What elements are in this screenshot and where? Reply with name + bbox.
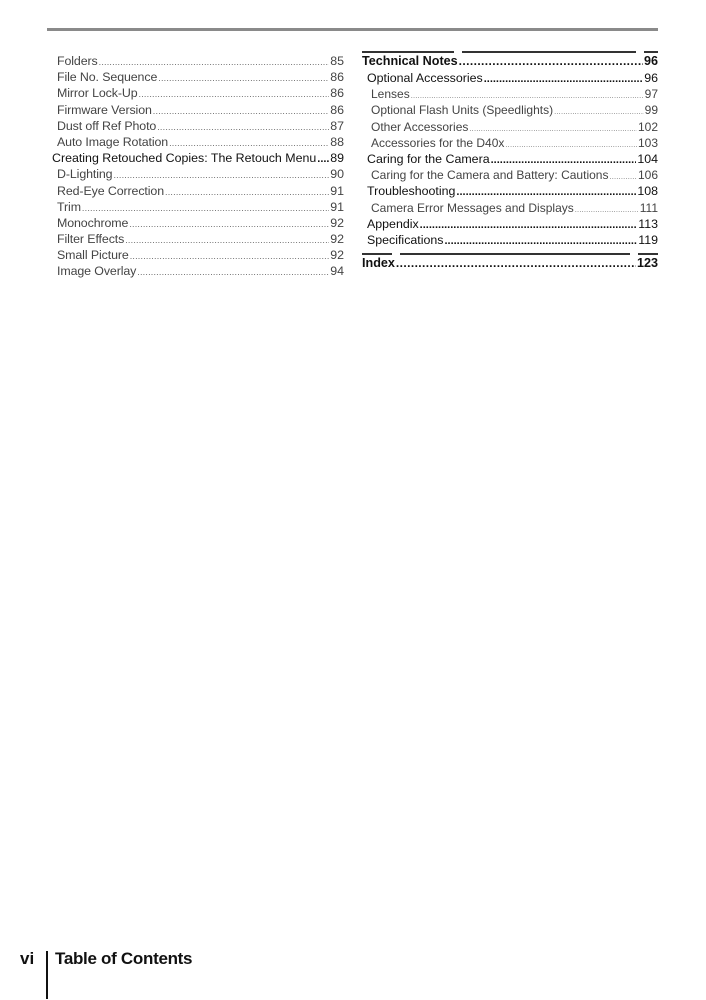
toc-leader-dots	[505, 137, 637, 153]
toc-entry[interactable]	[362, 135, 658, 151]
toc-chapter-technical-notes[interactable]	[362, 53, 658, 70]
toc-leader-dots	[158, 70, 329, 86]
toc-entry[interactable]	[362, 86, 658, 102]
toc-entry[interactable]	[362, 200, 658, 216]
toc-entry-label: Red-Eye Correction	[57, 183, 165, 198]
toc-left-column	[52, 53, 344, 280]
section-rule	[362, 51, 658, 53]
toc-entry[interactable]	[52, 215, 344, 231]
toc-entry-label: Appendix	[367, 216, 419, 231]
toc-entry[interactable]	[52, 85, 344, 101]
toc-entry-page: 91	[330, 199, 344, 214]
toc-entry[interactable]	[52, 118, 344, 134]
toc-leader-dots	[165, 184, 329, 200]
toc-chapter-page: 123	[636, 256, 658, 271]
toc-entry-section[interactable]	[52, 150, 344, 166]
toc-entry-page: 86	[330, 70, 344, 85]
top-rule	[47, 28, 658, 31]
toc-entry-label: D-Lighting	[57, 167, 113, 182]
toc-entry-label: Troubleshooting	[367, 184, 456, 199]
toc-entry-page: 113	[638, 216, 658, 231]
toc-entry-page: 92	[330, 248, 344, 263]
technical-notes-section	[362, 53, 658, 248]
toc-entry-label: Trim	[57, 199, 81, 214]
toc-entry-page: 97	[644, 87, 658, 102]
toc-leader-dots	[82, 200, 329, 216]
toc-entry-label: File No. Sequence	[57, 70, 158, 85]
toc-entry[interactable]	[52, 247, 344, 263]
toc-entry-page: 86	[330, 86, 344, 101]
toc-leader-dots	[456, 184, 636, 200]
footer-title: Table of Contents	[55, 949, 193, 968]
toc-entry-label: Optional Accessories	[367, 71, 483, 85]
toc-entry-label: Other Accessories	[371, 119, 469, 134]
toc-entry-page: 111	[639, 200, 658, 215]
toc-entry-label: Small Picture	[57, 248, 129, 263]
toc-leader-dots	[169, 135, 329, 151]
toc-entry-label: Filter Effects	[57, 232, 125, 247]
toc-entry-label: Caring for the Camera	[367, 151, 490, 166]
toc-entry[interactable]	[52, 199, 344, 215]
toc-entry-page: 103	[637, 135, 658, 150]
toc-entry-label: Accessories for the D40x	[371, 135, 505, 150]
toc-entry-page: 85	[330, 54, 344, 68]
toc-entry-page: 102	[637, 119, 658, 134]
toc-entry-page: 104	[637, 151, 658, 166]
toc-right-column	[362, 53, 658, 272]
toc-entry-page: 89	[330, 151, 344, 166]
toc-entry[interactable]	[52, 166, 344, 182]
toc-entry-page: 90	[330, 167, 344, 182]
toc-leader-dots	[484, 71, 644, 87]
toc-leader-dots	[125, 232, 329, 248]
toc-entry-label: Creating Retouched Copies: The Retouch Menu	[52, 151, 317, 166]
toc-leader-dots	[129, 216, 329, 232]
toc-leader-dots	[130, 248, 330, 264]
toc-entry[interactable]	[52, 183, 344, 199]
toc-entry-label: Caring for the Camera and Battery: Cautions	[371, 168, 609, 183]
toc-entry-page: 99	[644, 103, 658, 118]
toc-entry-label: Firmware Version	[57, 102, 152, 117]
toc-entry-page: 108	[637, 184, 658, 199]
toc-entry[interactable]	[362, 102, 658, 118]
toc-entry-page: 96	[644, 71, 658, 85]
toc-entry[interactable]	[362, 167, 658, 183]
toc-entry-section[interactable]	[362, 232, 658, 248]
toc-entry[interactable]	[52, 263, 344, 279]
toc-entry-label: Image Overlay	[57, 264, 137, 279]
toc-entry-label: Monochrome	[57, 215, 129, 230]
toc-leader-dots	[459, 53, 643, 70]
toc-entry-page: 87	[330, 118, 344, 133]
toc-chapter-label: Technical Notes	[362, 54, 458, 68]
toc-entry-section[interactable]	[362, 216, 658, 232]
toc-entry-page: 92	[330, 232, 344, 247]
toc-entry-label: Camera Error Messages and Displays	[371, 200, 574, 215]
toc-entry-page: 106	[637, 168, 658, 183]
toc-leader-dots	[491, 152, 637, 168]
toc-leader-dots	[575, 202, 639, 218]
toc-entry-page: 119	[638, 232, 658, 247]
toc-leader-dots	[420, 217, 638, 233]
toc-entry-label: Folders	[57, 54, 98, 68]
index-section	[362, 255, 658, 272]
toc-leader-dots	[157, 119, 329, 135]
toc-leader-dots	[609, 169, 637, 185]
section-rule	[362, 253, 658, 255]
toc-leader-dots	[153, 103, 329, 119]
toc-chapter-page: 96	[643, 54, 658, 68]
toc-entry-label: Optional Flash Units (Speedlights)	[371, 103, 554, 118]
toc-leader-dots	[113, 167, 329, 183]
toc-chapter-index[interactable]	[362, 255, 658, 272]
toc-leader-dots	[99, 54, 330, 70]
toc-entry-section[interactable]	[362, 70, 658, 86]
toc-entry-page: 92	[330, 215, 344, 230]
toc-leader-dots	[317, 151, 329, 167]
toc-leader-dots	[139, 86, 330, 102]
toc-entry[interactable]	[52, 69, 344, 85]
toc-entry-section[interactable]	[362, 151, 658, 167]
toc-entry[interactable]	[52, 102, 344, 118]
toc-entry[interactable]	[52, 231, 344, 247]
toc-entry-label: Lenses	[371, 87, 410, 102]
toc-leader-dots	[396, 255, 636, 272]
footer-page-number: vi	[20, 949, 35, 968]
toc-entry-label: Dust off Ref Photo	[57, 118, 157, 133]
toc-chapter-label: Index	[362, 256, 395, 271]
toc-entry[interactable]	[362, 119, 658, 135]
toc-entry-page: 88	[330, 134, 344, 149]
toc-entry-label: Mirror Lock-Up	[57, 86, 138, 101]
footer-divider	[46, 951, 48, 999]
toc-leader-dots	[137, 264, 329, 280]
toc-entry[interactable]	[52, 134, 344, 150]
toc-entry-label: Auto Image Rotation	[57, 134, 169, 149]
toc-entry[interactable]	[52, 53, 344, 69]
toc-entry-label: Specifications	[367, 232, 444, 247]
toc-leader-dots	[554, 104, 644, 120]
toc-entry-page: 94	[330, 264, 344, 279]
toc-entry-section[interactable]	[362, 183, 658, 199]
toc-entry-page: 91	[330, 183, 344, 198]
toc-entry-page: 86	[330, 102, 344, 117]
toc-leader-dots	[444, 233, 637, 249]
